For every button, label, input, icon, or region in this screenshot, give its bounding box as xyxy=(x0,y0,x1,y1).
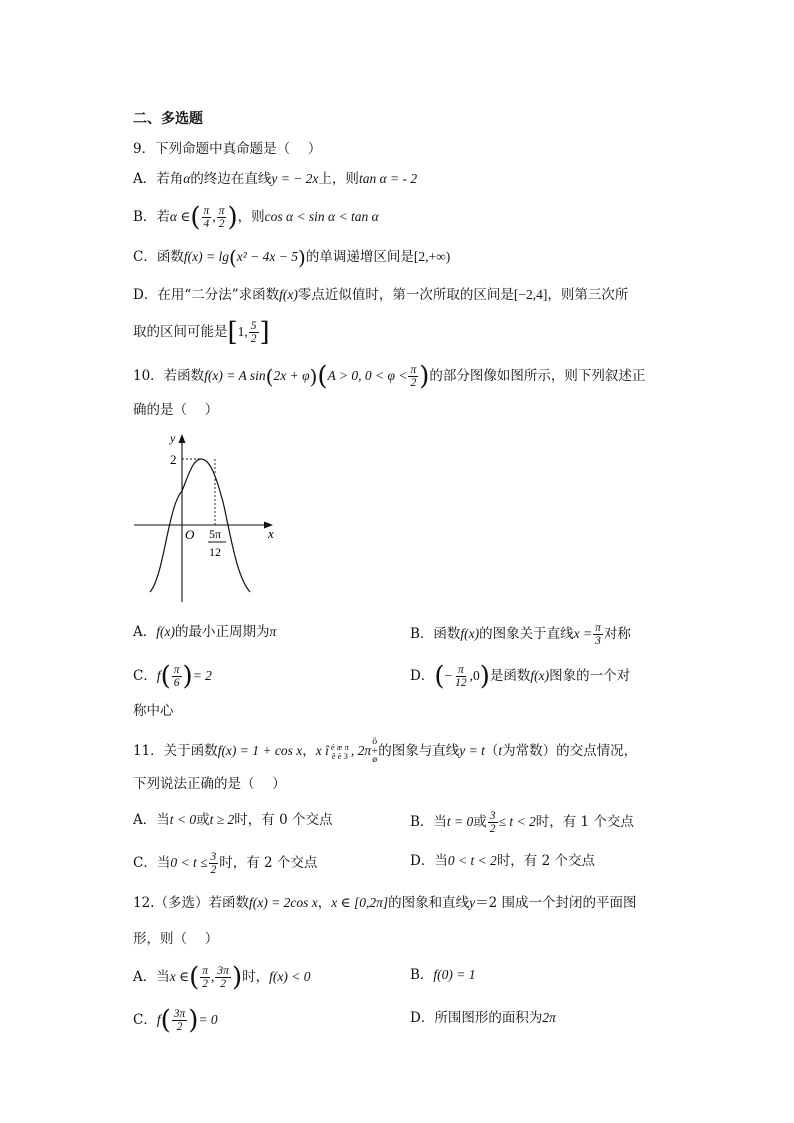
q9-option-b: B．若α ∈( $\frac{\pi}{4}$ , $\frac{\pi}{2}$ )，则cos α < sin α < tan α xyxy=(133,202,379,233)
q12-option-c: C．f( $\frac{3\pi}{2}$ )= 0 xyxy=(133,1005,218,1036)
fraction: $\frac{\pi}{3}$ xyxy=(595,622,601,647)
q11-option-b: B．当t = 0或 $\frac{3}{2}$ ≤ t < 2时，有 1 个交点 xyxy=(410,810,634,835)
garbled-close: ö ÷ ø xyxy=(371,737,379,765)
q9-option-c: C．函数f(x) = lg(x² − 4x − 5)的单调递增区间是[2,+∞) xyxy=(133,245,451,270)
fraction: $\frac{5}{2}$ xyxy=(250,320,257,345)
fraction: $\frac{3}{2}$ xyxy=(210,851,217,876)
q10-option-d-cont: 称中心 xyxy=(133,703,174,719)
fraction: $\frac{3\pi}{2}$ xyxy=(217,965,229,990)
peak-label: 2 xyxy=(170,452,177,467)
fraction: $\frac{\pi}{2}$ xyxy=(410,364,417,389)
fraction: $\frac{3}{2}$ xyxy=(489,810,496,835)
origin-label: O xyxy=(185,527,195,542)
fraction: $\frac{\pi}{4}$ xyxy=(203,205,210,230)
q12-option-a: A．当x ∈( $\frac{\pi}{2}$ , $\frac{3\pi}{2}$ )时，f(x) < 0 xyxy=(133,962,311,993)
q12-stem-line1: 12.（多选）若函数f(x) = 2cos x，x ∈ [0,2π]的图象和直线y＝2 围成一个封闭的平面图 xyxy=(133,895,637,911)
x-axis-label: x xyxy=(268,526,274,541)
q11-option-a: A．当t < 0或t ≥ 2时，有 0 个交点 xyxy=(133,812,333,828)
section-title: 二、多选题 xyxy=(133,111,203,127)
fraction: $\frac{\pi}{2}$ xyxy=(218,205,225,230)
q9-option-a: A．若角α的终边在直线y = − 2x上，则tan α = - 2 xyxy=(133,171,418,187)
q10-option-b: B．函数f(x)的图象关于直线x = $\frac{\pi}{3}$ 对称 xyxy=(410,622,631,647)
q11-stem-line2: 下列说法正确的是（ ） xyxy=(133,776,286,792)
q10-function-graph xyxy=(128,426,288,606)
q10-option-d: D．(− $\frac{\pi}{12}$ ,0)是函数f(x)图象的一个对 xyxy=(410,661,631,692)
q10-option-c: C．f( $\frac{\pi}{6}$ )= 2 xyxy=(133,661,212,692)
fraction: $\frac{\pi}{2}$ xyxy=(202,965,209,990)
y-axis-arrow xyxy=(179,434,186,443)
q10-stem-line1: 10．若函数f(x) = A sin(2x + φ)(A > 0, 0 < φ < $\frac{\pi}{2}$ )的部分图像如图所示，则下列叙述正 xyxy=(133,361,646,392)
q12-option-d: D．所围图形的面积为2π xyxy=(410,1010,556,1026)
fraction: $\frac{\pi}{6}$ xyxy=(173,664,180,689)
q11-option-c: C．当0 < t ≤ $\frac{3}{2}$ 时，有 2 个交点 xyxy=(133,851,318,876)
q11-option-d: D．当0 < t < 2时，有 2 个交点 xyxy=(410,853,595,869)
fraction: $\frac{\pi}{12}$ xyxy=(455,664,467,689)
q9-stem: 9．下列命题中真命题是（ ） xyxy=(133,141,322,157)
garbled-interval: é æ π ê è 3 xyxy=(330,741,349,761)
fraction: $\frac{3\pi}{2}$ xyxy=(173,1008,186,1033)
q12-stem-line2: 形，则（ ） xyxy=(133,931,219,947)
tick-denominator: 12 xyxy=(209,545,221,559)
q10-option-a: A．f(x)的最小正周期为π xyxy=(133,624,277,640)
q9-option-d-line1: D．在用“二分法”求函数f(x)零点近似值时，第一次所取的区间是[−2,4]，则第三次所 xyxy=(133,287,629,303)
q9-option-d-line2: 取的区间可能是[1, $\frac{5}{2}$ ] xyxy=(133,317,270,348)
q10-stem-line2: 确的是（ ） xyxy=(133,402,219,418)
q11-stem-line1: 11．关于函数f(x) = 1 + cos x，x î é æ π ê è 3 , 2π ö ÷ ø 的图象与直线y = t（t为常数）的交点情况， xyxy=(133,737,638,765)
tick-numerator: 5π xyxy=(209,527,222,541)
q12-option-b: B．f(0) = 1 xyxy=(410,967,476,983)
y-axis-label: y xyxy=(170,431,176,445)
